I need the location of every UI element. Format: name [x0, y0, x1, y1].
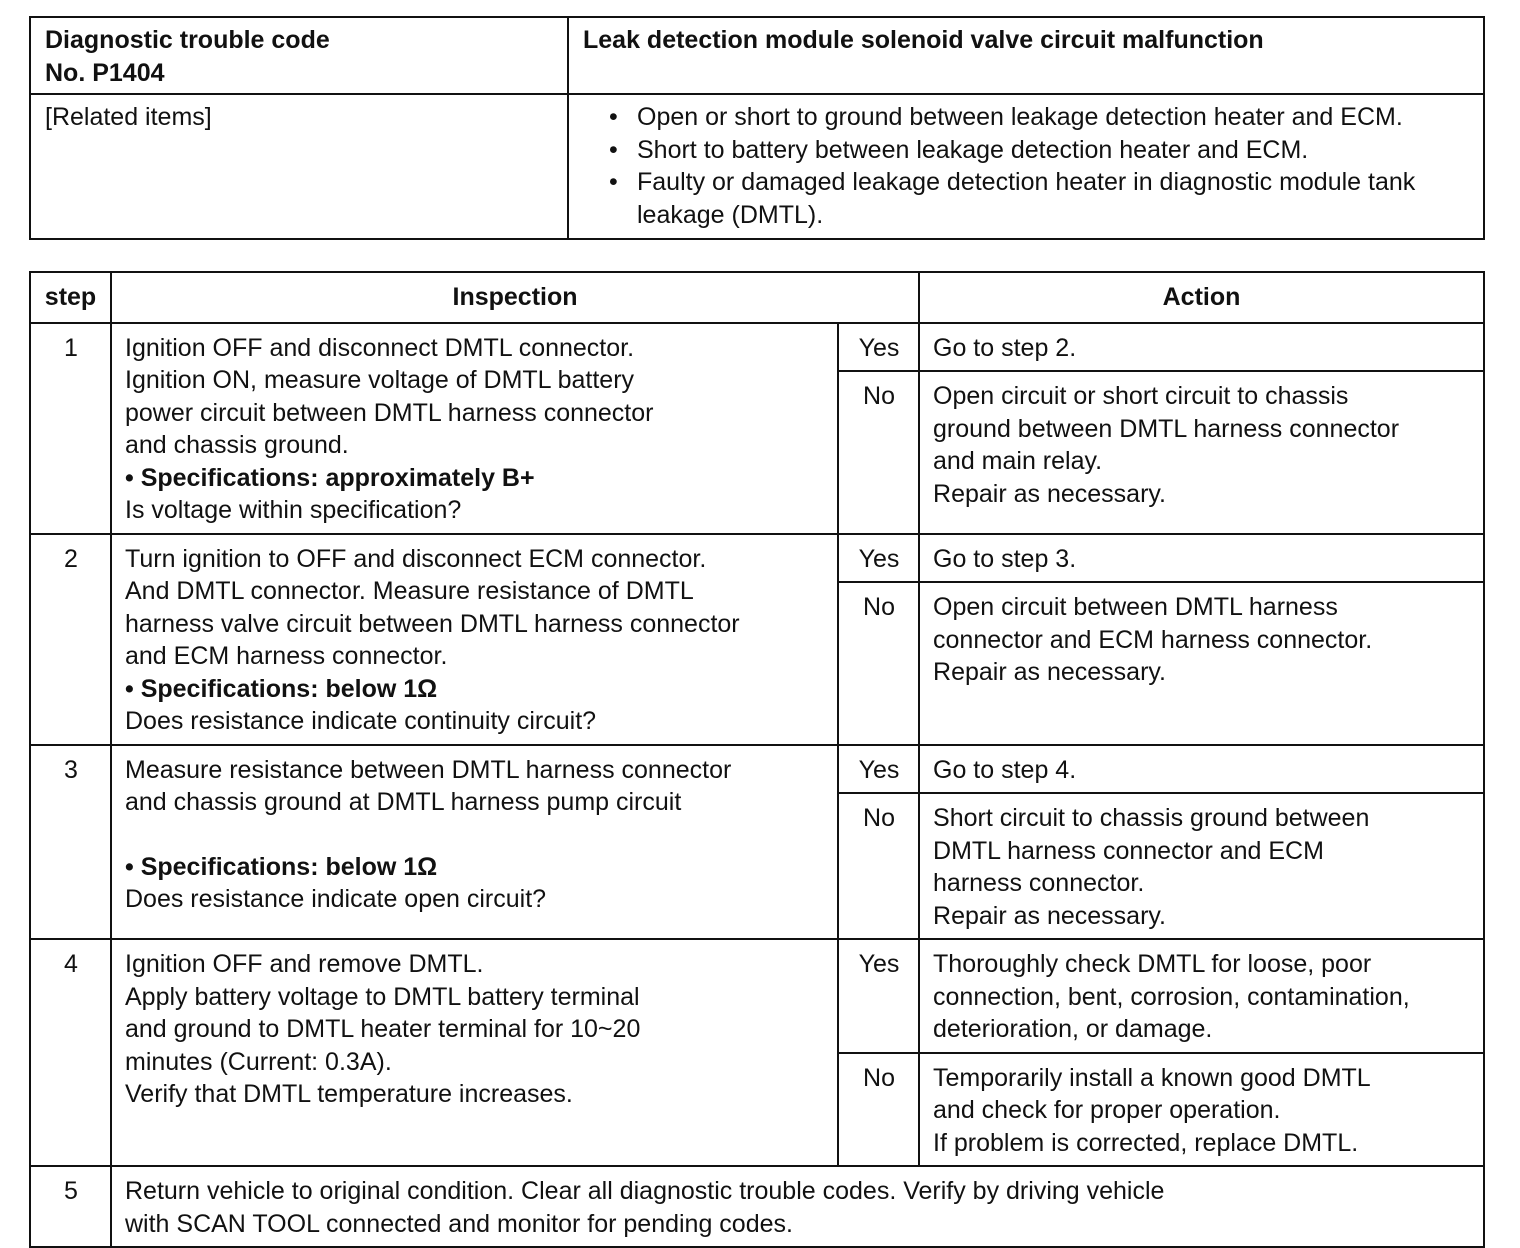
action-line: connector and ECM harness connector.	[933, 625, 1373, 654]
action-line: and check for proper operation.	[933, 1096, 1281, 1124]
step-number: 4	[30, 939, 111, 1166]
action-line: harness connector.	[933, 869, 1145, 897]
inspection-line: and chassis ground.	[125, 431, 349, 459]
table-row	[30, 323, 1484, 372]
inspection-line: And DMTL connector. Measure resistance of DMTL	[125, 577, 694, 605]
related-items-cell	[568, 94, 1484, 239]
dtc-title: Leak detection module solenoid valve circuit malfunction	[568, 17, 1484, 94]
action-line: Repair as necessary.	[933, 479, 1166, 508]
inspection-cell	[111, 534, 838, 745]
action-line: DMTL harness connector and ECM	[933, 836, 1324, 865]
inspection-line: Apply battery voltage to DMTL battery terminal	[125, 982, 640, 1011]
action-line: Short circuit to chassis ground between	[933, 804, 1370, 832]
action-column-header: Action	[919, 272, 1484, 323]
step-column-header: step	[30, 272, 111, 323]
inspection-line: minutes (Current: 0.3A).	[125, 1047, 392, 1076]
inspection-line: Turn ignition to OFF and disconnect ECM connector.	[125, 544, 707, 573]
related-item: • Open or short to ground between leakage detection heater and ECM.	[609, 101, 1469, 134]
action-line: If problem is corrected, replace DMTL.	[933, 1128, 1359, 1157]
action-line: Repair as necessary.	[933, 901, 1166, 930]
no-action	[919, 1053, 1484, 1167]
no-label: No	[838, 1053, 919, 1167]
inspection-line: and ground to DMTL heater terminal for 10~20	[125, 1015, 641, 1043]
inspection-question: Does resistance indicate open circuit?	[125, 885, 547, 913]
dtc-label: Diagnostic trouble code	[45, 26, 330, 54]
inspection-question: Does resistance indicate continuity circuit?	[125, 707, 597, 735]
action-line: Repair as necessary.	[933, 658, 1166, 687]
dtc-number: No. P1404	[45, 58, 165, 87]
table-row	[30, 939, 1484, 1053]
yes-action	[919, 939, 1484, 1053]
related-items-list	[569, 101, 1469, 231]
no-action	[919, 371, 1484, 533]
related-items-label: [Related items]	[30, 94, 568, 239]
inspection-line: and chassis ground at DMTL harness pump circuit	[125, 788, 682, 816]
inspection-line: power circuit between DMTL harness connector	[125, 398, 654, 427]
action-line: Go to step 3.	[933, 544, 1077, 573]
final-step-line: Return vehicle to original condition. Clear all diagnostic trouble codes. Verify by driving vehicle	[125, 1177, 1165, 1205]
specification: • Specifications: below 1Ω	[125, 674, 438, 703]
action-line: Open circuit between DMTL harness	[933, 593, 1338, 622]
specification: • Specifications: approximately B+	[125, 463, 535, 492]
inspection-line: Ignition OFF and remove DMTL.	[125, 950, 484, 978]
inspection-cell	[111, 745, 838, 940]
table-header-row	[30, 272, 1484, 323]
step-number: 3	[30, 745, 111, 940]
dtc-code-cell	[30, 17, 568, 94]
yes-label: Yes	[838, 323, 919, 372]
no-label: No	[838, 793, 919, 939]
yes-label: Yes	[838, 939, 919, 1053]
specification: • Specifications: below 1Ω	[125, 852, 438, 881]
action-line: Thoroughly check DMTL for loose, poor	[933, 950, 1372, 978]
action-line: ground between DMTL harness connector	[933, 414, 1400, 443]
inspection-cell	[111, 323, 838, 534]
related-item: • Faulty or damaged leakage detection heater in diagnostic module tank leakage (DMTL).	[609, 166, 1469, 231]
yes-label: Yes	[838, 745, 919, 794]
action-line: connection, bent, corrosion, contamination,	[933, 982, 1410, 1011]
inspection-line: Ignition OFF and disconnect DMTL connector.	[125, 333, 635, 362]
action-line: deterioration, or damage.	[933, 1015, 1213, 1043]
diagnostic-steps-table	[29, 271, 1485, 1248]
table-row	[30, 534, 1484, 583]
yes-action	[919, 323, 1484, 372]
table-row	[30, 745, 1484, 794]
inspection-question: Is voltage within specification?	[125, 496, 462, 524]
yes-action	[919, 745, 1484, 794]
step-number: 1	[30, 323, 111, 534]
inspection-line: Ignition ON, measure voltage of DMTL battery	[125, 366, 635, 394]
inspection-cell	[111, 939, 838, 1166]
inspection-line: Verify that DMTL temperature increases.	[125, 1080, 573, 1108]
final-step-line: with SCAN TOOL connected and monitor for pending codes.	[125, 1209, 793, 1238]
action-line: Go to step 2.	[933, 333, 1077, 362]
action-line: Temporarily install a known good DMTL	[933, 1063, 1371, 1092]
inspection-line: harness valve circuit between DMTL harness connector	[125, 609, 740, 638]
action-line: and main relay.	[933, 447, 1103, 476]
no-action	[919, 582, 1484, 744]
yes-action	[919, 534, 1484, 583]
dtc-header-table	[29, 16, 1485, 240]
step-number: 5	[30, 1166, 111, 1247]
no-label: No	[838, 582, 919, 744]
inspection-line: and ECM harness connector.	[125, 642, 448, 670]
inspection-line: Measure resistance between DMTL harness connector	[125, 755, 732, 784]
inspection-column-header: Inspection	[111, 272, 919, 323]
final-step-text	[111, 1166, 1484, 1247]
action-line: Go to step 4.	[933, 755, 1077, 784]
no-action	[919, 793, 1484, 939]
spacer	[125, 819, 825, 851]
step-number: 2	[30, 534, 111, 745]
table-row	[30, 1166, 1484, 1247]
related-item: • Short to battery between leakage detection heater and ECM.	[609, 134, 1469, 167]
yes-label: Yes	[838, 534, 919, 583]
no-label: No	[838, 371, 919, 533]
action-line: Open circuit or short circuit to chassis	[933, 382, 1349, 411]
